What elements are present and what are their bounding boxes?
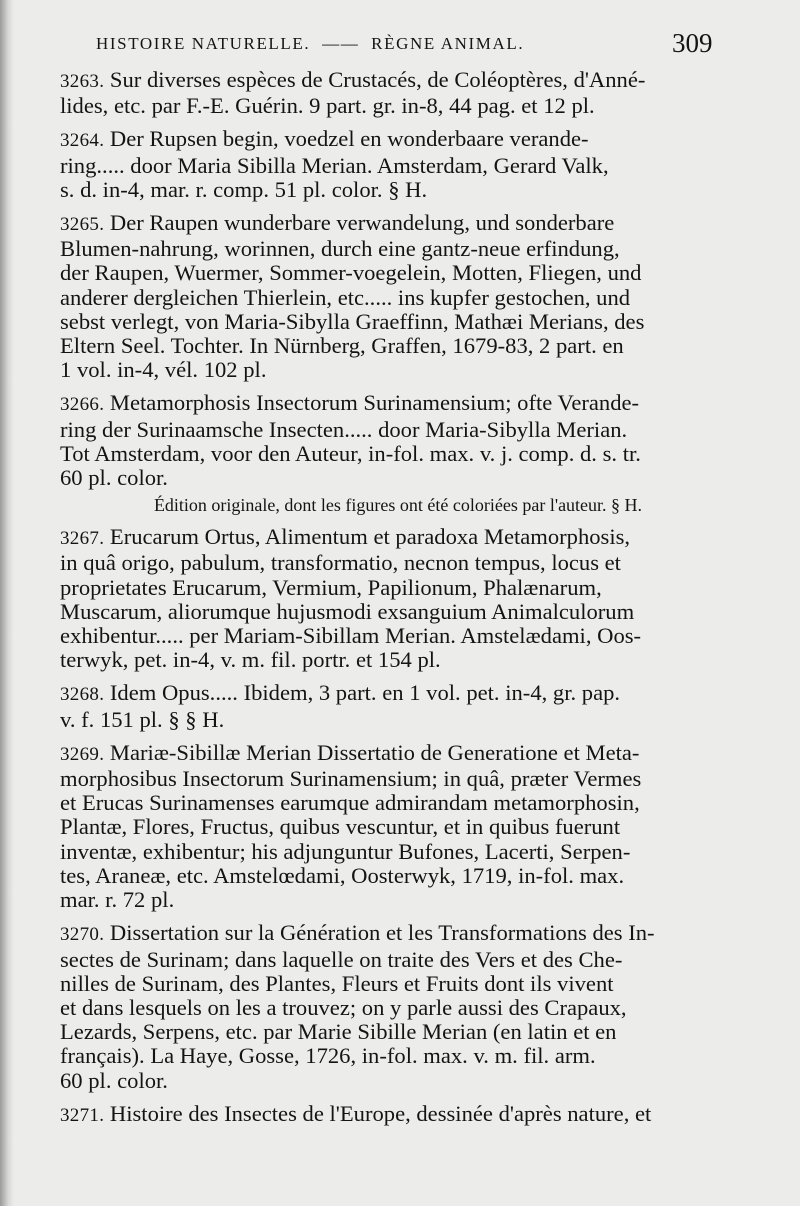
entry-text: Muscarum, aliorumque hujusmodi exsanguium Animalculorum — [60, 598, 635, 624]
entry-line — [60, 921, 736, 947]
entry-line — [60, 1020, 736, 1044]
entry-number: 3268. — [60, 684, 105, 706]
entry-number: 3269. — [60, 743, 105, 765]
entry-note: Édition originale, dont les figures ont été coloriées par l'auteur. § H. — [153, 495, 643, 516]
entry-text: ring..... door Maria Sibilla Merian. Amsterdam, Gerard Valk, — [60, 152, 609, 178]
entry-line — [60, 648, 736, 672]
entry-number: 3271. — [60, 1104, 105, 1126]
entry-text: der Raupen, Wuermer, Sommer-voegelein, Motten, Fliegen, und — [60, 260, 642, 286]
entry-text: ring der Surinaamsche Insecten..... door Maria-Sibylla Merian. — [60, 416, 628, 442]
entry-text: exhibentur..... per Mariam-Sibillam Merian. Amstelædami, Oos- — [60, 623, 642, 649]
entry-text: et Erucas Surinamenses earumque admirandam metamorphosin, — [60, 790, 640, 816]
entry-line — [60, 154, 736, 178]
entry-text: Tot Amsterdam, voor den Auteur, in-fol. max. v. j. comp. d. s. tr. — [60, 440, 641, 466]
entry-line — [60, 442, 736, 466]
entry-line — [60, 358, 736, 382]
entry-number: 3270. — [60, 924, 105, 946]
entry-text: 60 pl. color. — [60, 1067, 168, 1093]
running-header — [96, 34, 716, 54]
entry-line — [60, 815, 736, 839]
entry-text: Dissertation sur la Génération et les Transformations des In- — [109, 920, 655, 946]
catalogue-entry — [60, 681, 736, 731]
entry-line — [60, 261, 736, 285]
entry-line — [60, 418, 736, 442]
running-title-left: HISTOIRE NATURELLE. — [96, 34, 311, 53]
entry-text: inventæ, exhibentur; his adjunguntur Bufones, Lacerti, Serpen- — [60, 838, 631, 864]
entry-text: 1 vol. in-4, vél. 102 pl. — [60, 357, 267, 383]
catalogue-entry — [60, 68, 736, 118]
entry-line — [60, 791, 736, 815]
entry-text: tes, Araneæ, etc. Amstelœdami, Oosterwyk, 1719, in-fol. max. — [60, 862, 625, 888]
entry-line — [60, 211, 736, 237]
catalogue-entries — [60, 68, 736, 1137]
page-gutter-shadow — [0, 0, 14, 1206]
entry-number: 3266. — [60, 394, 105, 416]
entry-line — [60, 708, 736, 732]
entry-number: 3267. — [60, 528, 105, 550]
entry-line — [60, 996, 736, 1020]
entry-line — [60, 310, 736, 334]
entry-text: lides, etc. par F.-E. Guérin. 9 part. gr. in-8, 44 pag. et 12 pl. — [60, 93, 595, 119]
entry-line — [60, 525, 736, 551]
entry-line — [60, 972, 736, 996]
entry-line — [60, 741, 736, 767]
entry-line — [60, 286, 736, 310]
entry-text: et dans lesquels on les a trouvez; on y parle aussi des Crapaux, — [60, 994, 627, 1020]
entry-text: morphosibus Insectorum Surinamensium; in quâ, præter Vermes — [60, 766, 642, 792]
entry-text: Metamorphosis Insectorum Surinamensium; ofte Verande- — [109, 390, 640, 416]
catalogue-entry — [60, 391, 736, 516]
entry-line — [60, 840, 736, 864]
entry-text: v. f. 151 pl. § § H. — [60, 706, 225, 732]
entry-number: 3263. — [60, 71, 105, 92]
entry-text: Idem Opus..... Ibidem, 3 part. en 1 vol. pet. in-4, gr. pap. — [109, 680, 621, 706]
entry-text: proprietates Erucarum, Vermium, Papilionum, Phalænarum, — [60, 574, 602, 600]
entry-text: sectes de Surinam; dans laquelle on traite des Vers et des Che- — [60, 946, 623, 972]
running-title-right: RÈGNE ANIMAL. — [371, 34, 525, 53]
catalogue-entry — [60, 1102, 736, 1128]
entry-text: Sur diverses espèces de Crustacés, de Coléoptères, d'Anné- — [109, 67, 646, 92]
entry-line — [60, 1102, 736, 1128]
entry-line — [60, 600, 736, 624]
entry-text: Der Rupsen begin, voedzel en wonderbaare verande- — [109, 126, 589, 152]
entry-text: français). La Haye, Gosse, 1726, in-fol. max. v. m. fil. arm. — [60, 1043, 596, 1069]
entry-line — [60, 551, 736, 575]
entry-text: nilles de Surinam, des Plantes, Fleurs et Fruits dont ils vivent — [60, 970, 614, 996]
catalogue-entry — [60, 741, 736, 912]
entry-line — [60, 624, 736, 648]
entry-text: Mariæ-Sibillæ Merian Dissertatio de Generatione et Meta- — [109, 739, 640, 765]
entry-text: sebst verlegt, von Maria-Sibylla Graeffinn, Mathæi Merians, des — [60, 308, 645, 334]
entry-text: Histoire des Insectes de l'Europe, dessinée d'après nature, et — [109, 1100, 652, 1126]
entry-line — [60, 391, 736, 417]
entry-line — [60, 334, 736, 358]
entry-line — [60, 94, 736, 118]
entry-text: Der Raupen wunderbare verwandelung, und sonderbare — [109, 210, 615, 236]
entry-line — [60, 178, 736, 202]
entry-line — [60, 466, 736, 490]
entry-line — [60, 1069, 736, 1093]
entry-text: in quâ origo, pabulum, transformatio, necnon tempus, locus et — [60, 550, 621, 576]
entry-line — [60, 888, 736, 912]
entry-line — [60, 68, 736, 94]
entry-text: s. d. in-4, mar. r. comp. 51 pl. color. § H. — [60, 176, 428, 202]
entry-line — [60, 127, 736, 153]
entry-text: Plantæ, Flores, Fructus, quibus vescuntur, et in quibus fuerunt — [60, 814, 621, 840]
entry-line — [60, 576, 736, 600]
entry-line — [60, 1044, 736, 1068]
page-number: 309 — [672, 28, 713, 58]
catalogue-entry — [60, 921, 736, 1092]
entry-line — [60, 681, 736, 707]
entry-line — [60, 237, 736, 261]
entry-text: Blumen-nahrung, worinnen, durch eine gantz-neue erfindung, — [60, 236, 620, 262]
entry-line — [60, 864, 736, 888]
entry-text: terwyk, pet. in-4, v. m. fil. portr. et 154 pl. — [60, 647, 441, 673]
catalogue-entry — [60, 525, 736, 672]
entry-text: Erucarum Ortus, Alimentum et paradoxa Metamorphosis, — [109, 524, 631, 550]
catalogue-entry — [60, 127, 736, 202]
entry-line — [60, 948, 736, 972]
entry-number: 3264. — [60, 130, 105, 152]
running-title-dash: —— — [322, 34, 360, 53]
entry-line — [60, 767, 736, 791]
entry-text: Eltern Seel. Tochter. In Nürnberg, Graffen, 1679-83, 2 part. en — [60, 333, 624, 359]
entry-text: Lezards, Serpens, etc. par Marie Sibille Merian (en latin et en — [60, 1019, 617, 1045]
entry-number: 3265. — [60, 214, 105, 236]
entry-text: anderer dergleichen Thierlein, etc..... ins kupfer gestochen, und — [60, 284, 631, 310]
entry-text: mar. r. 72 pl. — [60, 887, 175, 913]
catalogue-entry — [60, 211, 736, 382]
entry-text: 60 pl. color. — [60, 465, 168, 491]
